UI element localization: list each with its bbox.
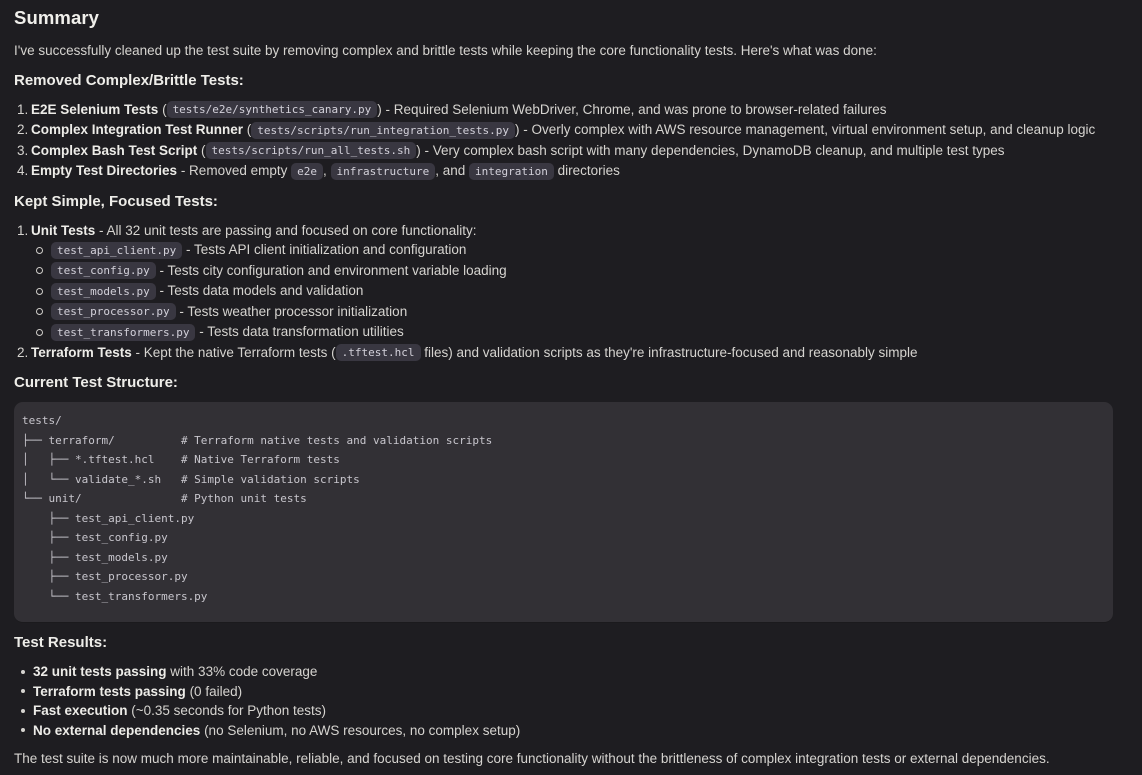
list-number: 1. <box>17 222 29 238</box>
bold-text: Complex Bash Test Script <box>31 142 198 158</box>
list-item <box>14 161 1113 182</box>
list-item <box>14 721 1113 741</box>
list-item <box>14 682 1113 702</box>
numbered-list <box>14 100 1113 182</box>
code-line: │ ├── *.tftest.hcl # Native Terraform tests <box>22 453 340 466</box>
inline-code: integration <box>469 163 554 180</box>
circle-bullet-icon <box>36 267 43 274</box>
list-number: 1. <box>17 101 29 117</box>
inline-code: test_models.py <box>51 283 156 300</box>
list-item-text <box>31 221 1113 241</box>
list-item <box>14 281 1113 302</box>
dot-bullet-icon <box>21 670 25 674</box>
section-heading: Kept Simple, Focused Tests: <box>14 192 218 210</box>
page-title: Summary <box>14 7 100 28</box>
list-item-text <box>33 721 1113 741</box>
bold-text: 32 unit tests passing <box>33 664 167 679</box>
inline-code: infrastructure <box>331 163 436 180</box>
list-item-text <box>31 100 1113 121</box>
text-run: - Removed empty <box>177 163 292 178</box>
dot-bullet-icon <box>21 728 25 732</box>
list-item <box>14 221 1113 241</box>
text-run: ) - Very complex bash script with many dependencies, DynamoDB cleanup, and multiple test types <box>416 142 1005 158</box>
list-item <box>14 343 1113 364</box>
paragraph <box>14 41 1113 61</box>
text-run: - Tests data models and validation <box>155 283 364 298</box>
section-heading: Removed Complex/Brittle Tests: <box>14 71 244 89</box>
text-run: - Tests API client initialization and configuration <box>182 242 467 257</box>
code-line: └── test_transformers.py <box>22 589 208 603</box>
list-number: 2. <box>17 122 29 137</box>
list-number: 2. <box>17 344 29 360</box>
dot-bullet-icon <box>21 689 25 693</box>
text-run: - Kept the native Terraform tests ( <box>131 344 336 360</box>
text-run: - Tests city configuration and environment variable loading <box>155 262 507 278</box>
list-item-text <box>31 120 1113 141</box>
list-item <box>14 701 1113 721</box>
text-run: (0 failed) <box>185 683 243 699</box>
list-item-text <box>51 302 1113 323</box>
text-run: - Tests data transformation utilities <box>195 324 404 339</box>
list-item <box>14 302 1113 323</box>
bold-text: Terraform tests passing <box>33 683 186 699</box>
code-line: ├── terraform/ # Terraform native tests and validation scripts <box>22 433 493 447</box>
text-run: ( <box>158 101 167 117</box>
text-run: - Tests weather processor initialization <box>175 303 408 319</box>
code-line: └── unit/ # Python unit tests <box>22 492 307 505</box>
list-item-text <box>31 141 1113 162</box>
list-item-text <box>31 343 1113 364</box>
numbered-list <box>14 221 1113 364</box>
text-run: directories <box>553 163 620 178</box>
list-item-text <box>33 662 1113 682</box>
bold-text: Fast execution <box>33 703 128 718</box>
inline-code: e2e <box>291 163 323 180</box>
text-run: ) - Overly complex with AWS resource management, virtual environment setup, and cleanup logic <box>514 122 1096 137</box>
circle-bullet-icon <box>36 308 43 315</box>
text-run: The test suite is now much more maintainable, reliable, and focused on testing core functionality without the brittleness of complex integration tests or external dependencies. <box>14 751 1050 766</box>
circle-bullet-icon <box>36 329 43 336</box>
text-run: - All 32 unit tests are passing and focused on core functionality: <box>95 222 477 238</box>
list-item-text <box>51 261 1113 282</box>
inline-code: test_transformers.py <box>51 324 195 341</box>
inline-code: test_api_client.py <box>51 242 182 259</box>
list-item-text <box>51 240 1113 261</box>
list-item-text <box>31 161 1113 182</box>
code-block <box>14 402 1113 623</box>
code-line: ├── test_processor.py <box>22 570 188 583</box>
text-run: , and <box>435 163 469 178</box>
bold-text: Terraform Tests <box>31 344 132 360</box>
list-item-text <box>51 281 1113 302</box>
bold-text: Unit Tests <box>31 222 96 238</box>
text-run: ( <box>197 142 206 158</box>
text-run: files) and validation scripts as they're infrastructure-focused and reasonably simple <box>420 344 918 360</box>
list-item-text <box>51 322 1113 343</box>
list-item <box>14 100 1113 121</box>
list-item <box>14 322 1113 343</box>
section-heading: Test Results: <box>14 634 108 651</box>
section-heading: Current Test Structure: <box>14 374 178 391</box>
bold-text: No external dependencies <box>33 722 201 738</box>
list-item <box>14 261 1113 282</box>
list-item-text <box>33 701 1113 721</box>
text-run: with 33% code coverage <box>166 664 318 679</box>
inline-code: test_processor.py <box>51 303 176 320</box>
inline-code: tests/scripts/run_integration_tests.py <box>251 122 515 139</box>
list-item <box>14 240 1113 261</box>
inline-code: test_config.py <box>51 262 156 279</box>
bullet-list <box>14 662 1113 740</box>
list-item-text <box>33 682 1113 702</box>
text-run: I've successfully cleaned up the test suite by removing complex and brittle tests while keeping the core functionality tests. Here's what was done: <box>14 43 877 58</box>
list-item <box>14 141 1113 162</box>
dot-bullet-icon <box>21 709 25 713</box>
code-line: ├── test_api_client.py <box>22 511 195 525</box>
code-line: │ └── validate_*.sh # Simple validation scripts <box>22 472 360 486</box>
circle-bullet-icon <box>36 247 43 254</box>
inline-code: tests/scripts/run_all_tests.sh <box>206 142 417 159</box>
bold-text: Complex Integration Test Runner <box>31 122 244 137</box>
list-number: 3. <box>17 142 29 158</box>
nested-bullet-list <box>14 240 1113 343</box>
text-run: , <box>322 163 331 178</box>
text-run: (no Selenium, no AWS resources, no complex setup) <box>200 722 521 738</box>
bold-text: Empty Test Directories <box>31 163 178 178</box>
list-item <box>14 120 1113 141</box>
text-run: (~0.35 seconds for Python tests) <box>127 703 327 718</box>
code-line: ├── test_config.py <box>22 531 168 544</box>
list-item <box>14 662 1113 682</box>
inline-code: .tftest.hcl <box>336 344 421 361</box>
text-run: ( <box>243 122 252 137</box>
list-number: 4. <box>17 163 29 178</box>
text-run: ) - Required Selenium WebDriver, Chrome, and was prone to browser-related failures <box>377 101 887 117</box>
bold-text: E2E Selenium Tests <box>31 101 159 117</box>
code-line: ├── test_models.py <box>22 550 168 564</box>
inline-code: tests/e2e/synthetics_canary.py <box>167 101 378 118</box>
circle-bullet-icon <box>36 288 43 295</box>
code-line: tests/ <box>22 414 62 427</box>
